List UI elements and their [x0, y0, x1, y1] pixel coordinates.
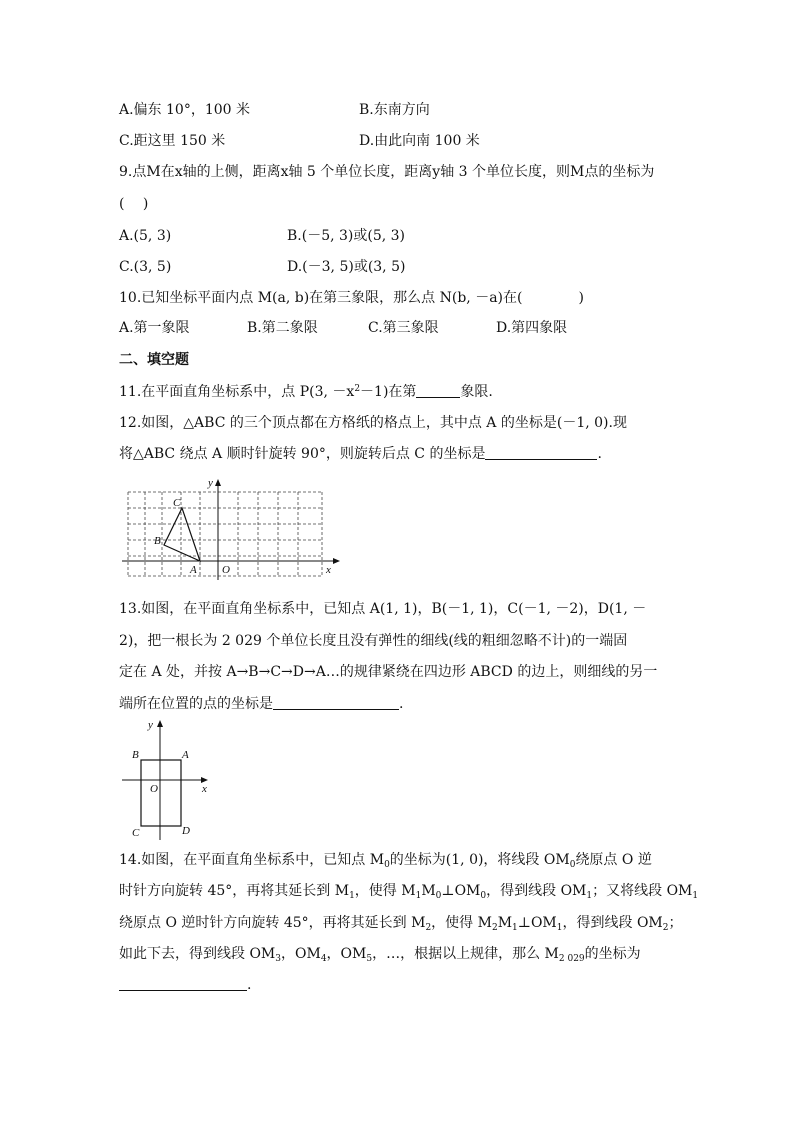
- q14-line3-b: ，使得 M: [431, 915, 492, 931]
- q14-line4: [119, 944, 641, 964]
- q13-label-a: A: [182, 749, 189, 761]
- q13-label-c: C: [132, 827, 140, 839]
- q14-sub: 0: [480, 891, 487, 901]
- q13-label-o: O: [150, 783, 158, 795]
- q14-line2-b: ，使得 M: [354, 883, 416, 899]
- section-heading-fill-in: 二、填空题: [119, 352, 189, 368]
- q14-sub: 0: [384, 860, 390, 870]
- q11-text: [119, 382, 493, 402]
- q12-triangle-abc: [164, 508, 200, 561]
- q13-line4-text: 端所在位置的点的坐标是: [119, 696, 273, 712]
- q14-line3-f: ；: [668, 915, 683, 931]
- q12-y-arrow: [215, 479, 221, 486]
- q12-label-y: y: [208, 477, 213, 489]
- q9-option-c: C.(3, 5): [119, 259, 172, 275]
- q14-line1-c: 绕原点 O 逆: [575, 852, 652, 868]
- q13-line4: [119, 694, 403, 714]
- q12-label-o: O: [222, 564, 230, 576]
- q14-line4-b: ，OM: [281, 946, 321, 962]
- q12-line2: [119, 444, 602, 464]
- q14-line3-d: ⊥OM: [517, 915, 557, 931]
- q14-line4-d: ，…，根据以上规律，那么 M: [372, 946, 559, 962]
- q13-label-x: x: [202, 783, 207, 795]
- q14-line1: [119, 850, 652, 870]
- q13-label-y: y: [148, 719, 153, 731]
- q14-line2-e: ，得到线段 OM: [486, 883, 587, 899]
- q14-line2: [119, 881, 698, 901]
- q9-option-a: A.(5, 3): [119, 228, 172, 244]
- q12-answer-blank[interactable]: [485, 445, 597, 460]
- q10-stem: 10.已知坐标平面内点 M(a, b)在第三象限，那么点 N(b, －a)在( ): [119, 290, 584, 306]
- q14-line3-e: ，得到线段 OM: [562, 915, 663, 931]
- q14-sub: 1: [586, 891, 593, 901]
- q11-answer-blank[interactable]: [416, 383, 460, 398]
- q13-figure: [118, 716, 218, 842]
- q12-line1: 12.如图，△ABC 的三个顶点都在方格纸的格点上，其中点 A 的坐标是(－1, 0).现: [119, 415, 627, 431]
- q14-sub: 0: [569, 860, 576, 870]
- q14-line2-c: M: [421, 883, 436, 899]
- q13-answer-blank[interactable]: [273, 695, 399, 710]
- q14-line2-a: 时针方向旋转 45°，再将其延长到 M: [119, 883, 350, 899]
- q14-sub: 1: [692, 891, 699, 901]
- q8-option-b: B.东南方向: [359, 102, 430, 118]
- q9-stem: 9.点M在x轴的上侧，距离x轴 5 个单位长度，距离y轴 3 个单位长度，则M点的坐标为: [119, 164, 655, 180]
- q14-answer-blank[interactable]: [119, 976, 247, 991]
- q8-option-d: D.由此向南 100 米: [359, 133, 480, 149]
- q14-line1-b: 的坐标为(1, 0)，将线段 OM: [389, 852, 570, 868]
- q8-option-a: A.偏东 10°，100 米: [119, 102, 250, 118]
- q14-line4-a: 如此下去，得到线段 OM: [119, 946, 276, 962]
- q11-text-c: 象限.: [460, 384, 493, 400]
- q12-line2-text: 将△ABC 绕点 A 顺时针旋转 90°，则旋转后点 C 的坐标是: [119, 446, 486, 462]
- q12-figure: [118, 476, 346, 584]
- q10-option-a: A.第一象限: [119, 320, 190, 336]
- q9-option-b: B.(－5, 3)或(5, 3): [287, 228, 406, 244]
- q12-label-b: B: [154, 535, 161, 547]
- q14-sub: 2 029: [558, 954, 585, 964]
- q12-label-a: A: [190, 564, 197, 576]
- q9-option-d: D.(－3, 5)或(3, 5): [287, 259, 406, 275]
- q14-sub: 0: [435, 891, 442, 901]
- q9-answer-paren: ( ): [119, 196, 149, 212]
- q13-line2: 2)，把一根长为 2 029 个单位长度且没有弹性的细线(线的粗细忽略不计)的一端固: [119, 633, 628, 649]
- q14-sub: 4: [320, 954, 327, 964]
- q14-answer-line: [119, 975, 251, 995]
- q14-sub: 2: [425, 923, 432, 933]
- q11-sup: 2: [354, 384, 361, 394]
- q14-sub: 3: [275, 954, 281, 964]
- q11-text-a: 11.在平面直角坐标系中，点 P(3, －x: [119, 384, 355, 400]
- q8-option-c: C.距这里 150 米: [119, 133, 226, 149]
- q13-rectangle-abcd: [141, 760, 181, 826]
- q14-line3-a: 绕原点 O 逆时针方向旋转 45°，再将其延长到 M: [119, 915, 426, 931]
- q14-line3: [119, 913, 683, 933]
- q14-sub: 1: [512, 923, 518, 933]
- q12-label-x: x: [326, 564, 331, 576]
- q12-x-arrow: [333, 558, 340, 564]
- q14-sub: 5: [366, 954, 373, 964]
- q14-line3-c: M: [497, 915, 513, 931]
- q13-label-b: B: [132, 749, 139, 761]
- q13-label-d: D: [182, 825, 190, 837]
- q14-sub: 1: [349, 891, 355, 901]
- q13-end: .: [399, 696, 404, 712]
- q14-sub: 2: [491, 923, 498, 933]
- q14-end: .: [247, 977, 252, 993]
- q14-line4-e: 的坐标为: [584, 946, 641, 962]
- q12-end: .: [597, 446, 602, 462]
- q13-line1: 13.如图，在平面直角坐标系中，已知点 A(1, 1)，B(－1, 1)，C(－1, －2)，D(1, －: [119, 601, 647, 617]
- q13-line3: 定在 A 处，并按 A→B→C→D→A…的规律紧绕在四边形 ABCD 的边上，则细线的另一: [119, 664, 658, 680]
- q14-line1-a: 14.如图，在平面直角坐标系中，已知点 M: [119, 852, 385, 868]
- q14-sub: 1: [415, 891, 422, 901]
- q13-y-arrow: [157, 720, 163, 727]
- q10-option-b: B.第二象限: [247, 320, 318, 336]
- q10-option-c: C.第三象限: [368, 320, 439, 336]
- q14-line2-f: ；又将线段 OM: [592, 883, 693, 899]
- q14-line2-d: ⊥OM: [441, 883, 481, 899]
- q14-line4-c: ，OM: [326, 946, 367, 962]
- q14-sub: 1: [556, 923, 563, 933]
- q10-option-d: D.第四象限: [496, 320, 568, 336]
- q12-label-c: C: [173, 497, 181, 509]
- q11-text-b: －1)在第: [360, 384, 417, 400]
- q14-sub: 2: [662, 923, 669, 933]
